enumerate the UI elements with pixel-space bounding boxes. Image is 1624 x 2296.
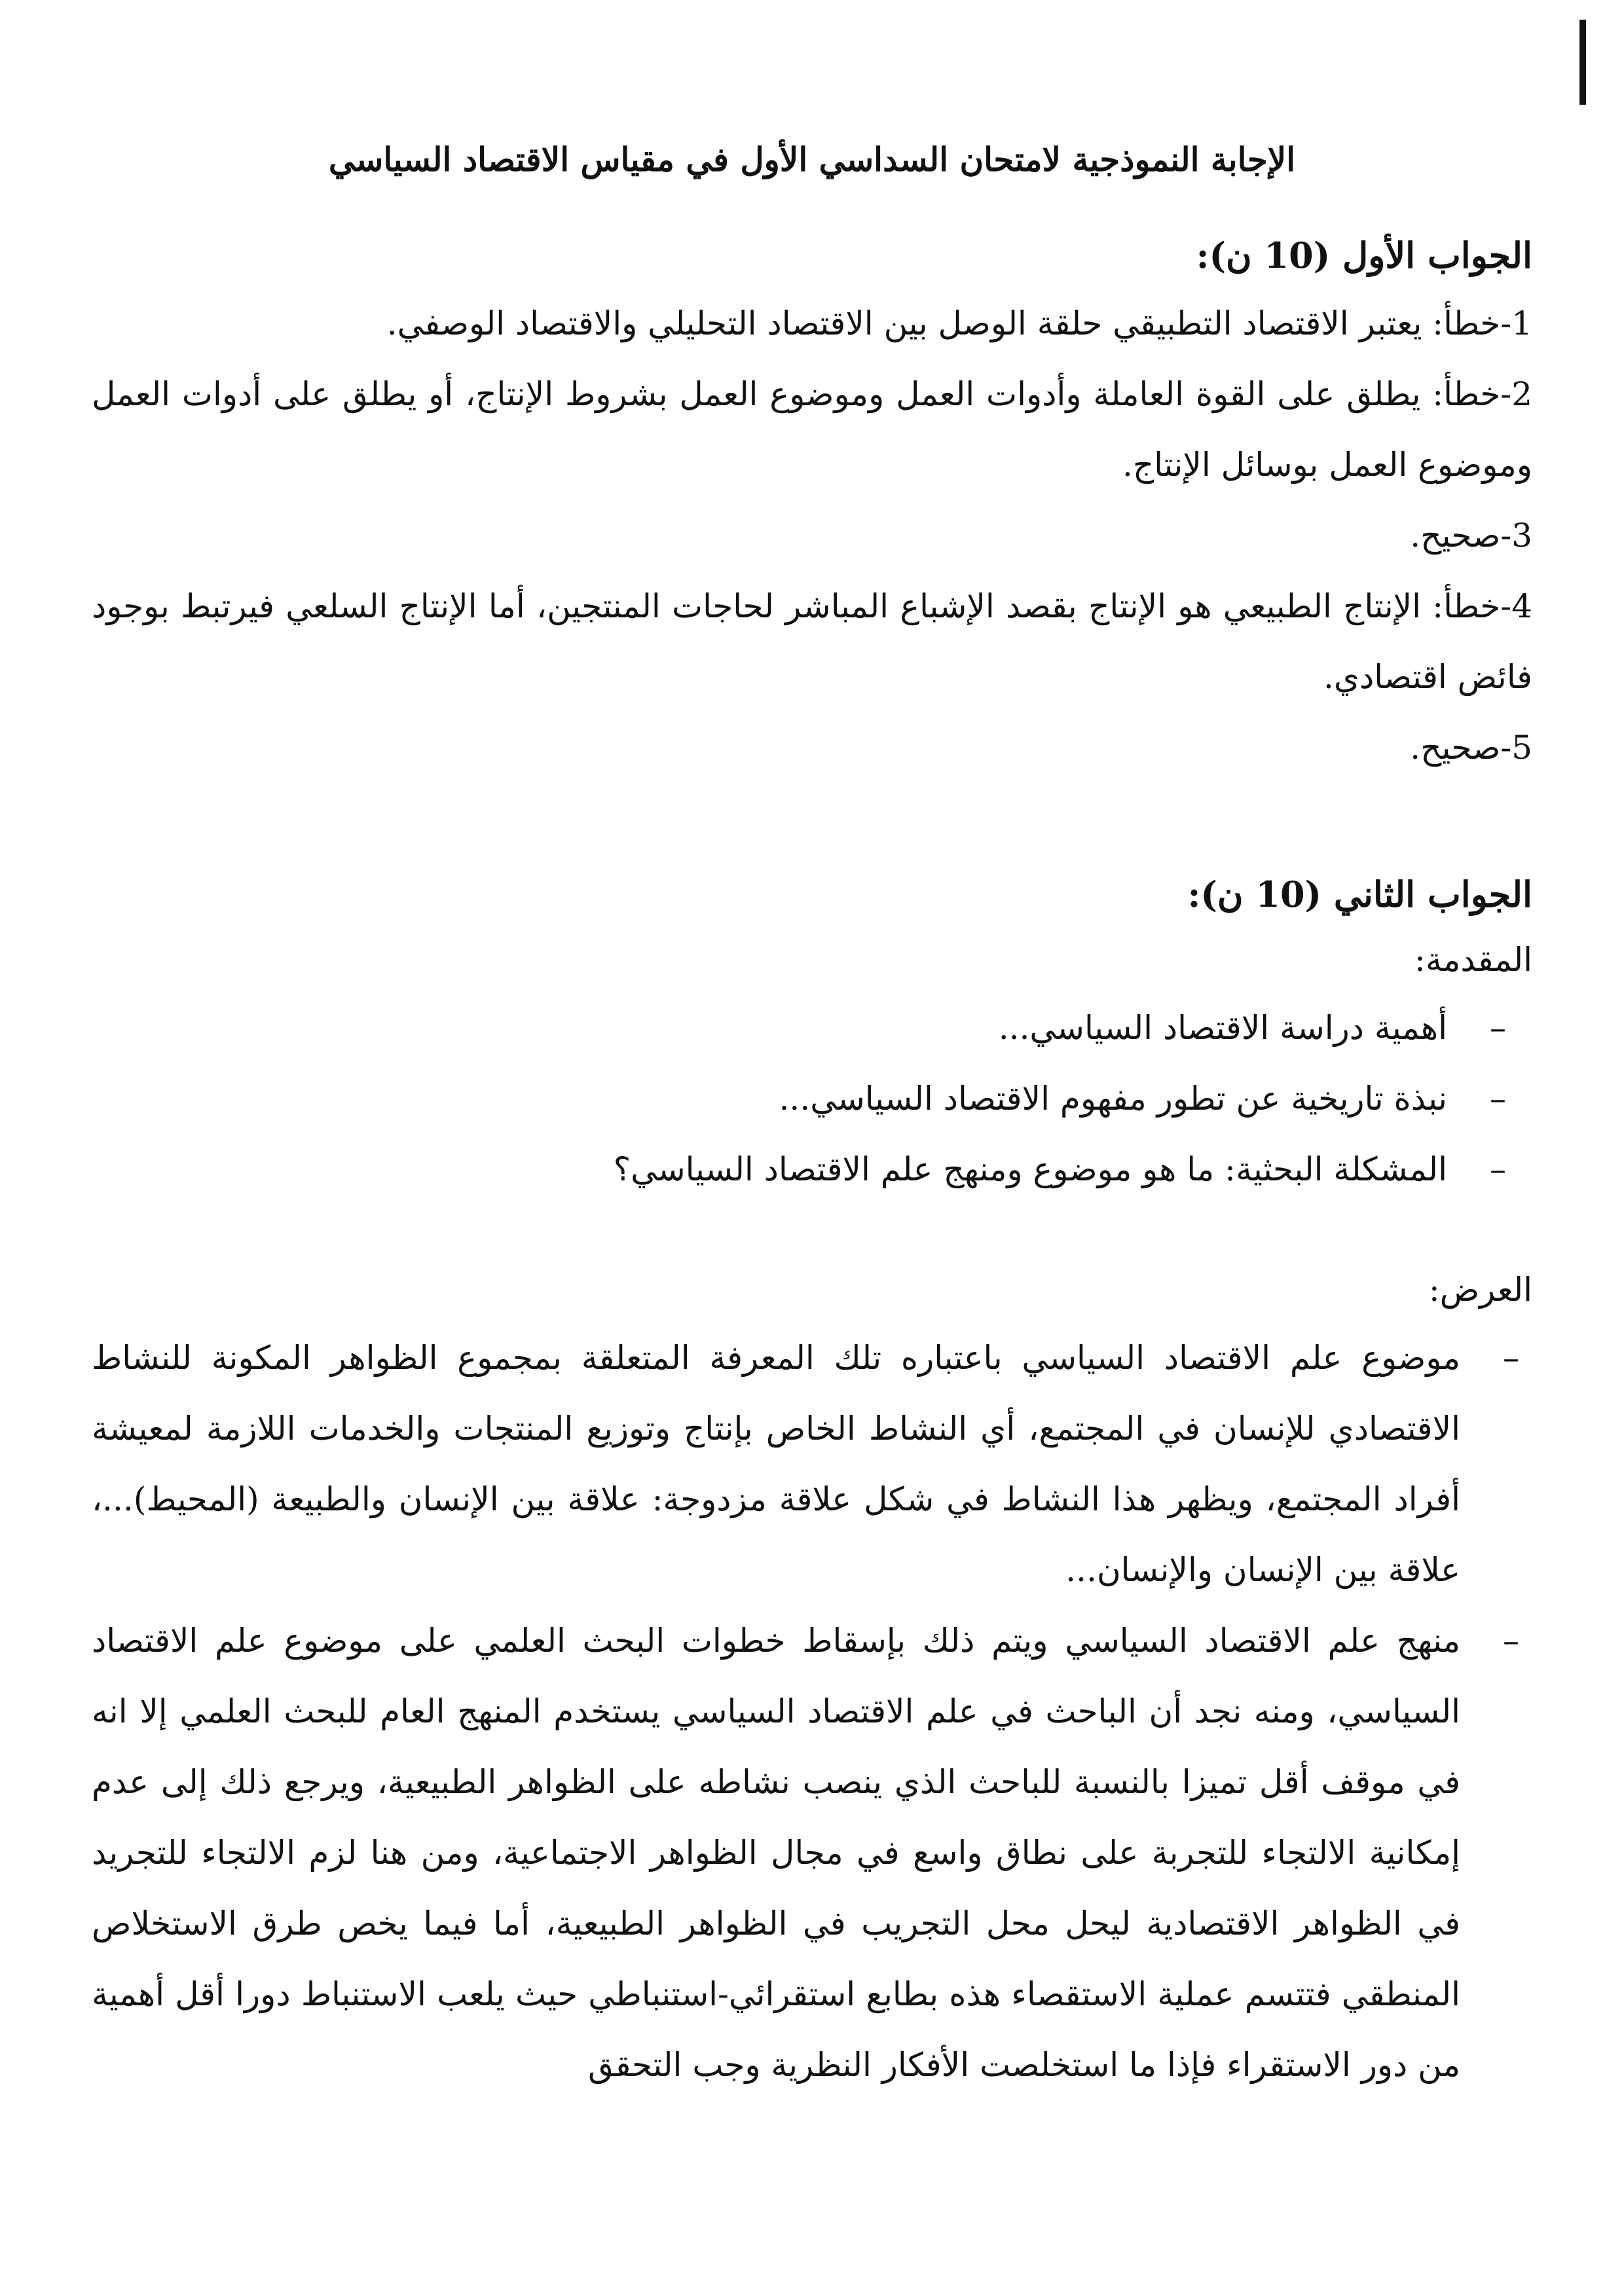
scan-edge-mark bbox=[1579, 20, 1586, 105]
intro-list bbox=[92, 993, 1532, 1205]
answer1-heading: الجواب الأول (10 ن): bbox=[1196, 234, 1532, 276]
answer1-item: 2-خطأ: يطلق على القوة العاملة وأدوات العمل وموضوع العمل بشروط الإنتاج، أو يطلق على أدوات العمل وموضوع العمل بوسائل الإنتاج. bbox=[92, 375, 1532, 484]
answer1-item: 4-خطأ: الإنتاج الطبيعي هو الإنتاج بقصد الإشباع المباشر لحاجات المنتجين، أما الإنتاج السلعي فيرتبط بوجود فائض اقتصادي. bbox=[92, 587, 1532, 696]
answer1-item: 5-صحيح. bbox=[1410, 729, 1532, 767]
dash-bullet-icon: – bbox=[1503, 1622, 1519, 1660]
section-spacer bbox=[92, 1205, 1532, 1257]
document-title: الإجابة النموذجية لامتحان السداسي الأول في مقياس الاقتصاد السياسي bbox=[328, 139, 1296, 179]
document-body bbox=[92, 223, 1532, 2100]
dash-bullet-icon: – bbox=[1490, 1009, 1506, 1047]
body-item: – منهج علم الاقتصاد السياسي ويتم ذلك بإسقاط خطوات البحث العلمي على موضوع علم الاقتصاد السياسي، ومنه نجد أن الباحث في علم الاقتصاد السياسي يستخدم المنهج العام للبحث العلمي إلا انه في موقف أقل تميزا بالنسبة للباحث الذي ينصب نشاطه على الظواهر الطبيعية، ويرجع ذلك إلى عدم إمكانية الالتجاء للتجربة على نطاق واسع في مجال الظواهر الاجتماعية، ومن هنا لزم الالتجاء للتجريد في الظواهر الاقتصادية ليحل محل التجريب في الظواهر الطبيعية، أما فيما يخص طرق الاستخلاص المنطقي فتتسم عملية الاستقصاء هذه بطابع استقرائي-استنباطي حيث يلعب الاستنباط دورا أقل أهمية من دور الاستقراء فإذا ما استخلصت الأفكار النظرية وجب التحقق bbox=[92, 1605, 1532, 2100]
answer2-heading: الجواب الثاني (10 ن): bbox=[1187, 873, 1532, 915]
answer1-item: 3-صحيح. bbox=[1410, 517, 1532, 555]
answer1-item: 1-خطأ: يعتبر الاقتصاد التطبيقي حلقة الوصل بين الاقتصاد التحليلي والاقتصاد الوصفي. bbox=[386, 304, 1532, 342]
dash-bullet-icon: – bbox=[1490, 1150, 1506, 1188]
intro-item: – نبذة تاريخية عن تطور مفهوم الاقتصاد السياسي... bbox=[92, 1063, 1532, 1134]
dash-bullet-icon: – bbox=[1503, 1339, 1519, 1377]
intro-label: المقدمة: bbox=[1414, 941, 1532, 979]
body-item: – موضوع علم الاقتصاد السياسي باعتباره تلك المعرفة المتعلقة بمجموع الظواهر المكونة للنشاط الاقتصادي للإنسان في المجتمع، أي النشاط الخاص بإنتاج وتوزيع المنتجات والخدمات اللازمة لمعيشة أفراد المجتمع، ويظهر هذا النشاط في شكل علاقة مزدوجة: علاقة بين الإنسان والطبيعة (المحيط)...، علاقة بين الإنسان والإنسان... bbox=[92, 1322, 1532, 1605]
dash-bullet-icon: – bbox=[1490, 1080, 1506, 1118]
body-list bbox=[92, 1322, 1532, 2100]
section-spacer bbox=[92, 783, 1532, 862]
body-label: العرض: bbox=[1428, 1271, 1532, 1309]
intro-item: – أهمية دراسة الاقتصاد السياسي... bbox=[92, 993, 1532, 1063]
answer1-list bbox=[92, 288, 1532, 783]
intro-item: – المشكلة البحثية: ما هو موضوع ومنهج علم الاقتصاد السياسي؟ bbox=[92, 1134, 1532, 1205]
